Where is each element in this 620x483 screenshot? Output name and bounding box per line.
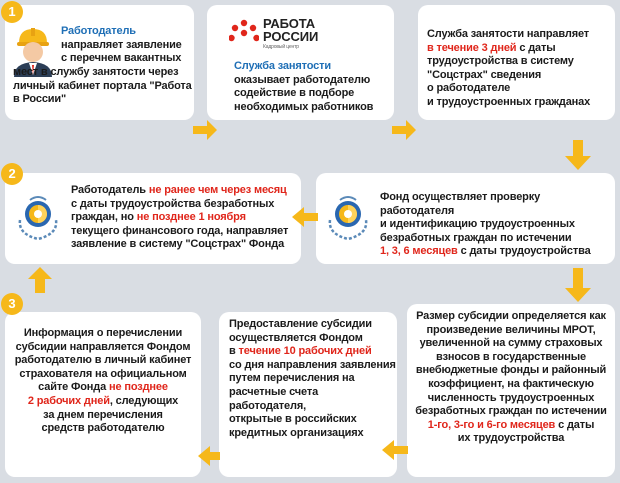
text-line (229, 318, 397, 332)
step-3-notification-box (418, 5, 615, 120)
arrow-left-icon (198, 446, 220, 466)
text-line (380, 218, 615, 232)
arrow-right-icon (392, 120, 416, 140)
text-line (407, 351, 615, 365)
text-segment: увеличенной на сумму страховых (419, 337, 603, 350)
text-segment: коэффициент, на фактическую (428, 377, 594, 390)
step-5-text (380, 191, 615, 259)
text-segment: произведение величины МРОТ, (426, 323, 596, 336)
text-segment: страхователя на официальном (19, 367, 187, 380)
text-line (5, 381, 201, 395)
text-line (229, 427, 397, 441)
text-line (234, 74, 373, 88)
arrow-left-icon (382, 440, 408, 460)
text-segment: , следующих (109, 394, 179, 407)
text-line (427, 42, 590, 56)
step-7-text (229, 318, 397, 440)
text-segment: сайте Фонда (38, 381, 109, 394)
text-line (407, 405, 615, 419)
arrow-up-icon (28, 267, 52, 293)
step-6-text (407, 310, 615, 446)
step-4-text (71, 184, 288, 252)
text-segment: в течение 3 дней (427, 41, 517, 54)
text-segment: расчетные счета работодателя, (229, 385, 319, 412)
step-2-text (234, 60, 373, 114)
text-line (5, 422, 201, 436)
sfr-fund-logo (322, 190, 374, 244)
logo-title-line-2: РОССИИ (263, 29, 319, 44)
text-segment: Информация о перечислении (23, 327, 183, 339)
text-line (407, 378, 615, 392)
text-segment: содействие в подборе (234, 87, 355, 100)
text-line (61, 52, 182, 66)
text-line (380, 191, 615, 218)
arrow-right-icon (193, 120, 217, 140)
text-line (427, 69, 590, 83)
text-segment: за днем перечисления (43, 408, 163, 421)
text-segment: оказывает работодателю (234, 73, 371, 86)
text-segment: открытые в российских (229, 413, 357, 426)
rabota-rossii-logo-icon (229, 19, 259, 49)
text-line (5, 341, 201, 355)
text-segment: не ранее чем через месяц (148, 184, 287, 196)
text-line (380, 232, 615, 246)
text-segment: 1-го, 3-го и 6-го месяцев (427, 418, 556, 431)
step-4-employer-application-box (5, 166, 301, 264)
text-line (229, 345, 397, 359)
text-line (380, 245, 615, 259)
text-segment: в (229, 345, 239, 358)
text-segment: течение 10 рабочих дней (238, 345, 372, 358)
logo-title-line-1: РАБОТА (263, 16, 315, 31)
text-segment: Служба занятости (234, 60, 331, 72)
text-line (407, 324, 615, 338)
text-line (407, 337, 615, 351)
text-segment: их трудоустройства (457, 432, 565, 445)
text-line (13, 80, 192, 94)
text-segment: не позднее (108, 381, 168, 394)
text-segment: в России" (13, 93, 67, 106)
text-line (5, 368, 201, 382)
text-line (234, 87, 373, 101)
text-segment: личный кабинет портала "Работа (13, 79, 192, 92)
text-segment: осуществляется Фондом (229, 331, 363, 344)
sfr-fund-logo (12, 190, 64, 244)
text-line (407, 310, 615, 324)
text-segment: путем перечисления на (229, 372, 355, 385)
text-segment: 1, 3, 6 месяцев (380, 245, 458, 258)
step-number-badge: 1 (1, 1, 23, 23)
text-line (427, 96, 590, 110)
text-segment: 2 рабочих дней (27, 394, 110, 407)
text-line (229, 413, 397, 427)
text-line (5, 409, 201, 423)
text-line (229, 332, 397, 346)
text-line (5, 354, 201, 368)
text-segment: субсидии направляется Фондом (15, 340, 191, 353)
text-segment: трудоустройства в систему (427, 55, 574, 68)
text-segment: необходимых работников (234, 100, 374, 113)
text-line (13, 66, 192, 80)
text-segment: Предоставление субсидии (229, 318, 372, 330)
rabota-rossii-logo (229, 15, 379, 53)
text-line (407, 419, 615, 433)
text-line (5, 395, 201, 409)
step-number-badge: 3 (1, 293, 23, 315)
step-8-notification-box (5, 312, 201, 477)
text-segment: с перечнем вакантных (61, 52, 182, 65)
step-6-subsidy-size-box (407, 304, 615, 477)
text-line (229, 359, 397, 373)
text-segment: с даты трудоустройства безработных (71, 197, 275, 210)
step-5-fund-check-box (316, 173, 615, 264)
step-number-badge: 2 (1, 163, 23, 185)
text-line (13, 93, 192, 107)
text-segment: Размер субсидии определяется как (416, 310, 606, 322)
text-line (229, 386, 397, 413)
arrow-down-icon (565, 140, 591, 170)
text-segment: заявление в систему "Соцстрах" Фонда (71, 238, 285, 251)
text-segment: Фонд осуществляет проверку работодателя (380, 191, 541, 217)
text-line (71, 225, 288, 239)
step-8-text (5, 327, 201, 436)
text-segment: Работодатель (71, 184, 149, 196)
text-segment: с даты трудоустройства (457, 245, 591, 258)
text-line (229, 372, 397, 386)
step-1-text-cont (13, 66, 192, 107)
text-segment: мест в службу занятости через (13, 66, 179, 78)
text-line (71, 238, 288, 252)
text-segment: безработных граждан по истечении (415, 405, 607, 418)
text-segment: Работодатель (61, 25, 136, 37)
text-line (407, 364, 615, 378)
text-segment: со дня направления заявления (229, 358, 396, 371)
arrow-down-icon (565, 268, 591, 302)
text-line (71, 184, 288, 198)
text-segment: и трудоустроенных гражданах (427, 95, 591, 108)
text-segment: с даты (516, 41, 556, 54)
step-1-text (61, 25, 182, 66)
text-line (5, 327, 201, 341)
text-segment: текущего финансового года, направляет (71, 224, 289, 237)
arrow-left-icon (292, 207, 318, 227)
text-line (61, 25, 182, 39)
text-segment: граждан, но (71, 211, 137, 224)
text-line (61, 39, 182, 53)
text-segment: направляет заявление (61, 38, 182, 51)
text-segment: не позднее 1 ноября (136, 211, 246, 224)
text-segment: и идентификацию трудоустроенных (380, 218, 575, 231)
step-3-text (427, 28, 590, 110)
text-line (407, 432, 615, 446)
text-line (427, 28, 590, 42)
text-line (234, 60, 373, 74)
text-line (427, 55, 590, 69)
text-line (407, 392, 615, 406)
text-segment: с даты (555, 418, 595, 431)
text-segment: кредитных организациях (229, 426, 364, 439)
logo-subtitle: Кадровый центр (263, 44, 299, 50)
text-segment: внебюджетные фонды и районный (415, 364, 607, 377)
text-line (71, 211, 288, 225)
text-line (234, 101, 373, 115)
text-segment: о работодателе (427, 82, 511, 95)
step-1-employer-box (5, 5, 194, 120)
text-segment: безработных граждан по истечении (380, 231, 572, 244)
text-segment: средств работодателю (41, 422, 165, 435)
text-segment: численность трудоустроенных (427, 391, 595, 404)
step-7-subsidy-payment-box (219, 312, 397, 477)
step-2-employment-service-box (207, 5, 394, 120)
text-segment: Служба занятости направляет (427, 28, 590, 40)
text-segment: работодателю в личный кабинет (14, 354, 192, 367)
text-segment: взносов в государственные (435, 350, 586, 363)
text-line (71, 198, 288, 212)
text-line (427, 82, 590, 96)
text-segment: "Соцстрах" сведения (427, 68, 542, 81)
